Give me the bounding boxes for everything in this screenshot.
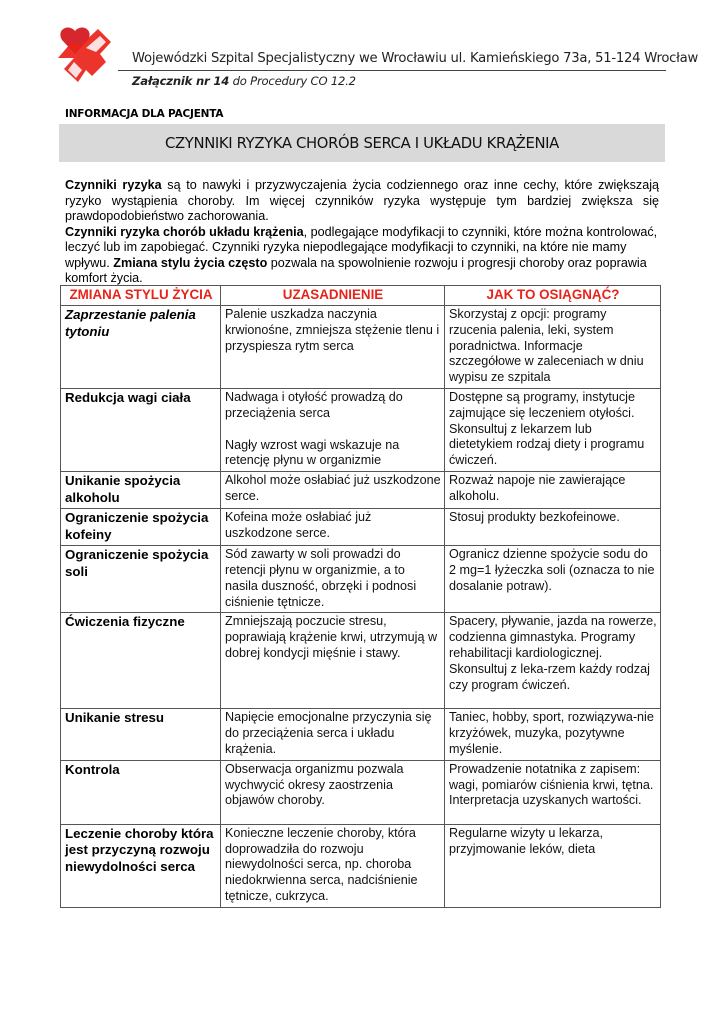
attachment-line [132, 74, 356, 88]
how-cell: Dostępne są programy, instytucje zajmujące się leczeniem otyłości. Skonsultuj z lekarzem lub dietetykiem rodzaj diety i programu ćwiczeń. [445, 388, 661, 471]
table-row [61, 709, 661, 760]
how-cell: Ogranicz dzienne spożycie sodu do 2 mg=1 łyżeczka soli (oznacza to nie dosalanie potraw). [445, 546, 661, 613]
table-row [61, 546, 661, 613]
factor-cell: Zaprzestanie palenia tytoniu [61, 306, 221, 389]
reason-text: Nadwaga i otyłość prowadzą do przeciążenia serca [225, 389, 403, 420]
reason-gap [225, 422, 441, 438]
intro-paragraph-1 [65, 178, 659, 225]
header-rule [118, 70, 666, 71]
intro-conclusion: pozwala na spowolnienie rozwoju i progresji choroby oraz poprawia komfort życia. [65, 255, 647, 285]
how-cell: Rozważ napoje nie zawierające alkoholu. [445, 472, 661, 509]
factor-cell: Redukcja wagi ciała [61, 388, 221, 471]
info-label: INFORMACJA DLA PACJENTA [65, 108, 224, 120]
reason-cell: Napięcie emocjonalne przyczynia się do przeciążenia serca i układu krążenia. [221, 709, 445, 760]
reason-cell: Kofeina może osłabiać już uszkodzone serce. [221, 509, 445, 546]
how-cell: Regularne wizyty u lekarza, przyjmowanie leków, dieta [445, 824, 661, 907]
table-row [61, 388, 661, 471]
factor-cell: Kontrola [61, 760, 221, 824]
reason-cell: Zmniejszają poczucie stresu, poprawiają krążenie krwi, utrzymują w dobrej kondycji mięśnie i stawy. [221, 613, 445, 709]
attachment-number: Załącznik nr 14 [132, 74, 230, 88]
how-cell: Skorzystaj z opcji: programy rzucenia palenia, leki, system poradnictwa. Informacje szczegółowe w zaleceniach w dniu wypisu ze szpitala [445, 306, 661, 389]
factor-cell: Unikanie spożycia alkoholu [61, 472, 221, 509]
factor-cell: Ograniczenie spożycia soli [61, 546, 221, 613]
table-row [61, 306, 661, 389]
reason-cell: Konieczne leczenie choroby, która doprowadziła do rozwoju niewydolności serca, np. choroba niedokrwienna serca, nadciśnienie tętnicze, cukrzyca. [221, 824, 445, 907]
how-cell: Stosuj produkty bezkofeinowe. [445, 509, 661, 546]
factor-cell: Leczenie choroby która jest przyczyną rozwoju niewydolności serca [61, 824, 221, 907]
attachment-procedure: do Procedury CO 12.2 [229, 74, 356, 88]
table-row [61, 613, 661, 709]
intro-term-cardio: Czynniki ryzyka chorób układu krążenia [65, 224, 304, 239]
intro-term-lifestyle: Zmiana stylu życia często [113, 255, 268, 270]
how-cell: Taniec, hobby, sport, rozwiązywa-nie krzyżówek, muzyka, pozytywne myślenie. [445, 709, 661, 760]
table-row [61, 509, 661, 546]
page-title: CZYNNIKI RYZYKA CHORÓB SERCA I UKŁADU KRĄŻENIA [165, 135, 559, 152]
factor-cell: Ograniczenie spożycia kofeiny [61, 509, 221, 546]
table-row [61, 824, 661, 907]
how-cell: Prowadzenie notatnika z zapisem: wagi, pomiarów ciśnienia krwi, tętna. Interpretacja uzyskanych wartości. [445, 760, 661, 824]
reason-cell: Obserwacja organizmu pozwala wychwycić okresy zaostrzenia objawów choroby. [221, 760, 445, 824]
table-header-row [61, 286, 661, 306]
reason-cell: Sód zawarty w soli prowadzi do retencji płynu w organizmie, a to nasila duszność, obrzęki i podnosi ciśnienie tętnicze. [221, 546, 445, 613]
intro-term-risk: Czynniki ryzyka [65, 178, 162, 192]
intro-explanation: , podlegające modyfikacji to czynniki, które można kontrolować, leczyć lub im zapobiegać. Czynniki ryzyka niepodlegające modyfikacji to czynniki, na które nie mamy wpływu. [65, 224, 658, 270]
reason-cell: Palenie uszkadza naczynia krwionośne, zmniejsza stężenie tlenu i przyspiesza rytm serca [221, 306, 445, 389]
factor-cell: Unikanie stresu [61, 709, 221, 760]
header-lifestyle-change: ZMIANA STYLU ŻYCIA [61, 286, 221, 306]
intro-definition: są to nawyki i przyzwyczajenia życia codziennego oraz inne cechy, które zwiększają ryzyko wystąpienia choroby. Im więcej czynników ryzyka występuje tym bardziej zwiększa się prawdopodobieństwo zachorowania. [65, 178, 660, 223]
intro-paragraph-2 [65, 225, 659, 287]
table-row [61, 472, 661, 509]
reason-cell: Alkohol może osłabiać już uszkodzone serce. [221, 472, 445, 509]
reason-text-2: Nagły wzrost wagi wskazuje na retencję płynu w organizmie [225, 437, 400, 468]
header-justification: UZASADNIENIE [221, 286, 445, 306]
header-how-to-achieve: JAK TO OSIĄGNĄĆ? [445, 286, 661, 306]
reason-cell [221, 388, 445, 471]
intro-text [65, 178, 659, 287]
hospital-logo [56, 24, 114, 86]
risk-factors-table [60, 285, 661, 908]
hospital-address: Wojewódzki Szpital Specjalistyczny we Wrocławiu ul. Kamieńskiego 73a, 51-124 Wrocław [132, 51, 699, 66]
factor-cell: Ćwiczenia fizyczne [61, 613, 221, 709]
how-cell: Spacery, pływanie, jazda na rowerze, codzienna gimnastyka. Programy rehabilitacji kardiologicznej. Skonsultuj z leka-rzem każdy rodzaj czy program ćwiczeń. [445, 613, 661, 709]
table-row [61, 760, 661, 824]
